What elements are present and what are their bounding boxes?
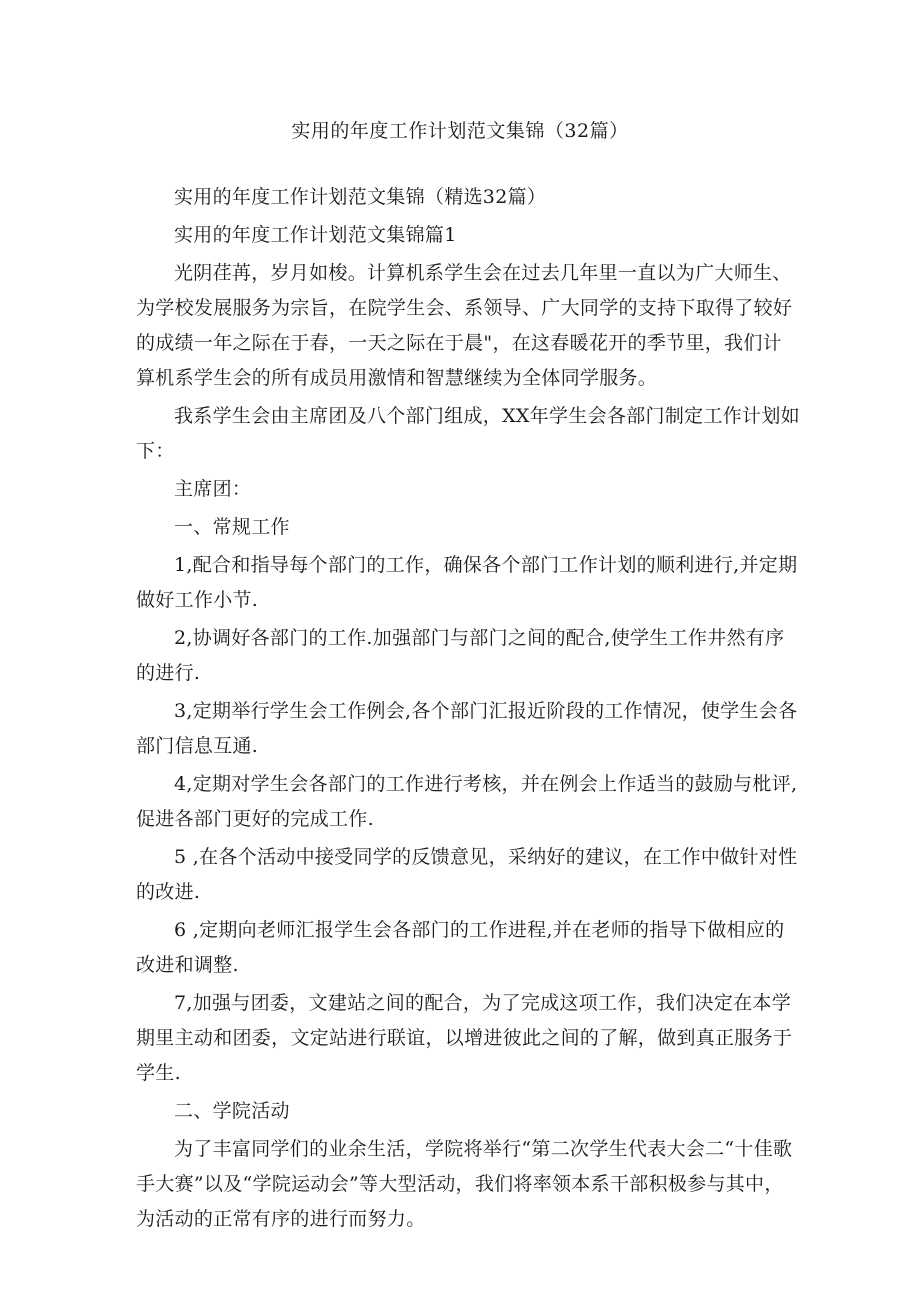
section-heading: 实用的年度工作计划范文集锦篇1 xyxy=(174,224,457,246)
list-item: 2,协调好各部门的工作.加强部门与部门之间的配合,使学生工作井然有序的进行. xyxy=(136,627,785,684)
college-activities-heading: 二、学院活动 xyxy=(174,1100,290,1122)
list-item: 4,定期对学生会各部门的工作进行考核，并在例会上作适当的鼓励与枇评,促进各部门更好的完成工作. xyxy=(136,773,798,830)
presidium-heading: 主席团： xyxy=(174,478,252,500)
document-body xyxy=(136,180,800,1240)
list-item: 5 ,在各个活动中接受同学的反馈意见，采纳好的建议，在工作中做针对性的改进. xyxy=(136,846,798,903)
list-item: 3,定期举行学生会工作例会,各个部门汇报近阶段的工作情况，使学生会各部门信息互通. xyxy=(136,700,798,757)
subtitle-paragraph: 实用的年度工作计划范文集锦（精选32篇） xyxy=(174,186,547,208)
intro-paragraph: 光阴荏苒，岁月如梭。计算机系学生会在过去几年里一直以为广大师生、为学校发展服务为宗旨，在院学生会、系领导、广大同学的支持下取得了较好的成绩一年之际在于春，一天之际在于晨"，在这春暖花开的季节里，我们计算机系学生会的所有成员用激情和智慧继续为全体同学服务。 xyxy=(136,262,793,389)
document-title: 实用的年度工作计划范文集锦（32篇） xyxy=(291,120,629,142)
list-item: 7,加强与团委，文建站之间的配合，为了完成这项工作，我们决定在本学期里主动和团委，文定站进行联谊，以增进彼此之间的了解，做到真正服务于学生. xyxy=(136,992,793,1084)
routine-work-heading: 一、常规工作 xyxy=(174,516,290,538)
structure-paragraph: 我系学生会由主席团及八个部门组成，XX年学生会各部门制定工作计划如下： xyxy=(136,405,800,462)
college-activities-paragraph: 为了丰富同学们的业余生活，学院将举行“第二次学生代表大会二“十佳歌手大赛”以及“学院运动会”等大型活动，我们将率领本系干部积极参与其中，为活动的正常有序的进行而努力。 xyxy=(136,1138,793,1230)
list-item: 1,配合和指导每个部门的工作，确保各个部门工作计划的顺利进行,并定期做好工作小节. xyxy=(136,554,798,611)
list-item: 6 ,定期向老师汇报学生会各部门的工作进程,并在老师的指导下做相应的改进和调整. xyxy=(136,919,785,976)
